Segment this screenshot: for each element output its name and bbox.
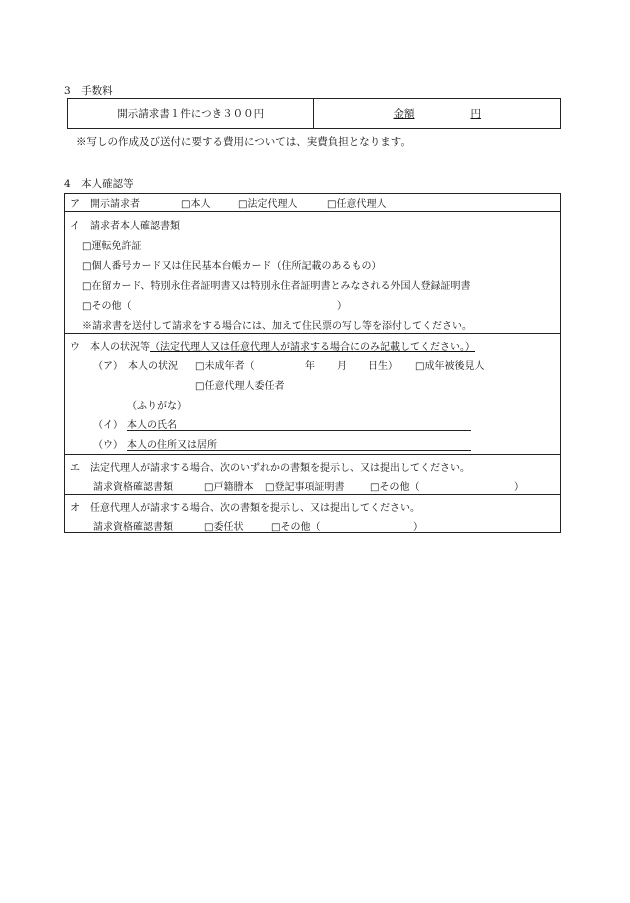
power-of-attorney-checkbox[interactable]: □委任状: [204, 522, 244, 533]
mynumber-card-checkbox[interactable]: □個人番号カード又は住民基本台帳カード（住所記載のあるもの）: [82, 261, 382, 272]
requester-voluntary-agent-checkbox[interactable]: □任意代理人: [327, 199, 387, 210]
requester-legal-agent-checkbox[interactable]: □法定代理人: [238, 199, 298, 210]
mail-request-note: ※請求書を送付して請求をする場合には、加えて住民票の写し等を添付してください。: [82, 321, 472, 332]
voluntary-agent-docs-label: 請求資格確認書類: [93, 522, 173, 533]
name-item-label: （イ）: [93, 420, 123, 431]
principal-address-label: 本人の住所又は居所: [127, 440, 217, 451]
fee-note: ※写しの作成及び送付に要する費用については、実費負担となります。: [76, 136, 411, 148]
other-doc-close-paren: ）: [337, 301, 347, 312]
amount-unit: 円: [470, 108, 481, 120]
legal-agent-docs-label: 請求資格確認書類: [93, 482, 173, 493]
requester-self-checkbox[interactable]: □本人: [181, 199, 211, 210]
drivers-license-checkbox[interactable]: □運転免許証: [82, 241, 142, 252]
id-documents-title: イ 請求者本人確認書類: [70, 221, 180, 232]
address-item-label: （ウ）: [93, 440, 123, 451]
other-doc-checkbox[interactable]: □その他（: [82, 301, 132, 312]
divider: [65, 333, 560, 334]
principal-address-field[interactable]: [127, 450, 471, 451]
fee-amount-cell: [314, 99, 561, 129]
section-3-title: 3 手数料: [64, 85, 113, 97]
birth-day-label: 日生）: [368, 361, 398, 372]
voluntary-agent-docs-title: オ 任意代理人が請求する場合、次の書類を提示し、又は提出してください。: [70, 503, 420, 514]
residence-card-checkbox[interactable]: □在留カード、特別永住者証明書又は特別永住者証明書とみなされる外国人登録証明書: [82, 281, 471, 292]
voluntary-other-checkbox[interactable]: □その他（: [271, 522, 321, 533]
legal-other-checkbox[interactable]: □その他（: [370, 482, 420, 493]
legal-other-close-paren: ）: [514, 482, 524, 493]
amount-label: 金額: [393, 108, 415, 120]
status-label: （ア） 本人の状況: [93, 361, 178, 372]
birth-month-label: 月: [337, 361, 347, 372]
adult-ward-checkbox[interactable]: □成年被後見人: [415, 361, 485, 372]
legal-agent-docs-title: エ 法定代理人が請求する場合、次のいずれかの書類を提示し、又は提出してください。: [70, 463, 470, 474]
minor-checkbox[interactable]: □未成年者（: [195, 361, 255, 372]
divider: [65, 211, 560, 212]
fee-table: [67, 98, 561, 129]
principal-status-label: ウ 本人の状況等: [70, 342, 150, 353]
divider: [65, 494, 560, 495]
amount-field[interactable]: [393, 108, 481, 120]
furigana-label: （ふりがな）: [127, 401, 187, 412]
divider: [65, 454, 560, 455]
principal-status-title: [70, 338, 475, 353]
identity-verification-box: [64, 193, 561, 533]
family-register-checkbox[interactable]: □戸籍謄本: [204, 482, 254, 493]
voluntary-other-close-paren: ）: [413, 522, 423, 533]
fee-per-request-cell: 開示請求書１件につき３００円: [68, 99, 314, 129]
birth-year-label: 年: [305, 361, 315, 372]
requester-type-label: ア 開示請求者: [70, 199, 140, 210]
registry-certificate-checkbox[interactable]: □登記事項証明書: [265, 482, 345, 493]
principal-name-field[interactable]: [127, 430, 471, 431]
principal-name-label: 本人の氏名: [127, 420, 177, 431]
voluntary-principal-checkbox[interactable]: □任意代理人委任者: [195, 381, 285, 392]
section-4-title: 4 本人確認等: [64, 178, 134, 190]
principal-status-note: （法定代理人又は任意代理人が請求する場合にのみ記載してください。）: [150, 342, 475, 353]
